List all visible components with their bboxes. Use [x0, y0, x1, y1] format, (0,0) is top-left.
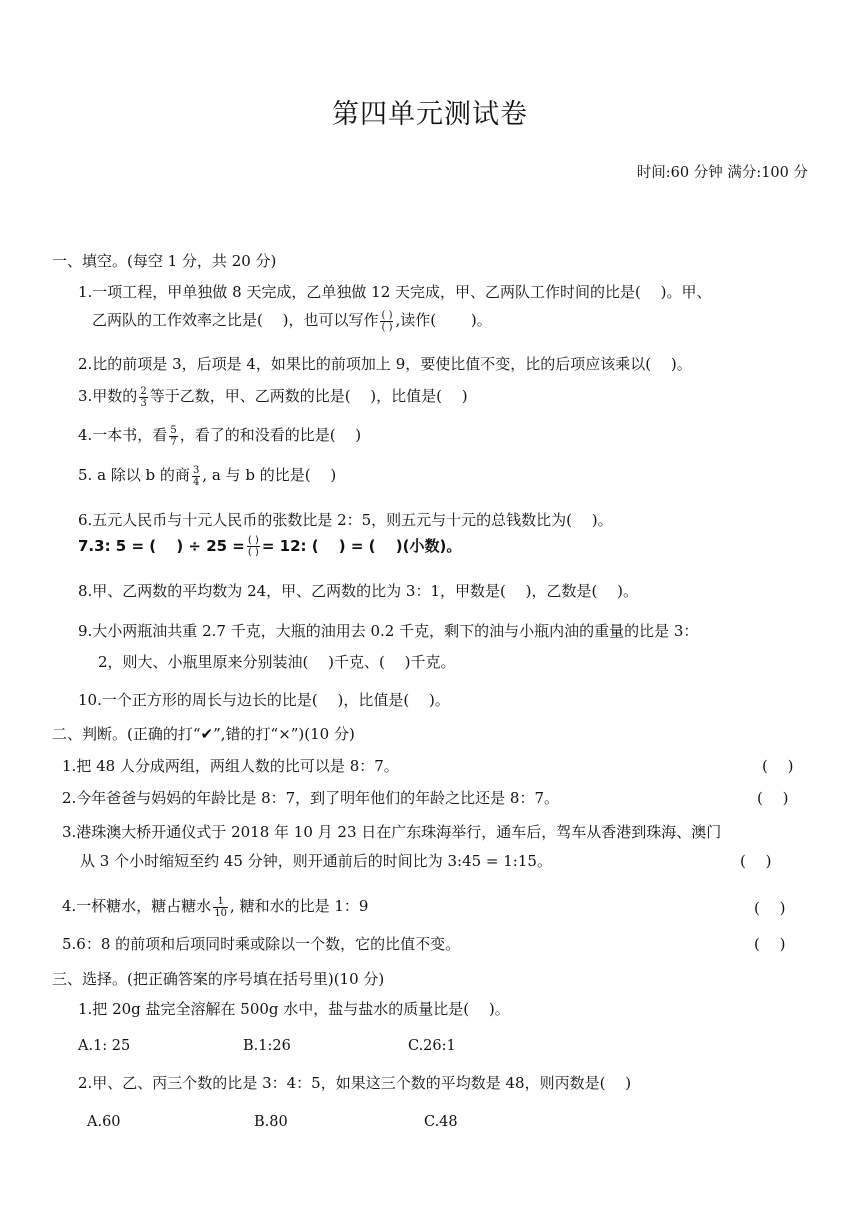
fill-q8: 8.甲、乙两数的平均数为 24，甲、乙两数的比为 3：1，甲数是( )，乙数是( )。 — [78, 582, 638, 600]
choice-q2-option-b: B.80 — [254, 1114, 288, 1130]
fraction-denominator: 10 — [214, 907, 228, 919]
judge-q4-text-a: 4.一杯糖水，糖占糖水 — [62, 897, 212, 915]
judge-q5: 5.6：8 的前项和后项同时乘或除以一个数，它的比值不变。 — [62, 935, 461, 953]
choice-q1: 1.把 20g 盐完全溶解在 500g 水中，盐与盐水的质量比是( )。 — [78, 1000, 510, 1018]
fill-q5-text-b: , a 与 b 的比是( ) — [202, 466, 337, 484]
fraction-denominator: 7 — [170, 436, 177, 448]
fill-q7-text-b: = 12: ( ) = ( )(小数)。 — [261, 537, 462, 555]
choice-q2: 2.甲、乙、丙三个数的比是 3：4：5，如果这三个数的平均数是 48，则丙数是( ) — [78, 1074, 632, 1092]
fill-q5 — [78, 464, 336, 488]
section-fill-heading: 一、填空。(每空 1 分，共 20 分) — [52, 252, 277, 270]
fraction-numerator: 3 — [192, 464, 200, 476]
fill-q5-text-a: 5. a 除以 b 的商 — [78, 466, 190, 484]
fill-q1-line2 — [92, 309, 492, 333]
fill-q10: 10.一个正方形的周长与边长的比是( )，比值是( )。 — [78, 691, 450, 709]
fraction-numerator: 5 — [170, 424, 177, 436]
fill-q4 — [78, 424, 361, 448]
choice-q1-option-b: B.1:26 — [243, 1038, 291, 1054]
fraction-denominator: ( ) — [381, 321, 393, 333]
fill-q3-text-a: 3.甲数的 — [78, 387, 138, 405]
judge-q3-line1: 3.港珠澳大桥开通仪式于 2018 年 10 月 23 日在广东珠海举行，通车后，驾车从香港到珠海、澳门 — [62, 823, 722, 841]
fraction-numerator: ( ) — [381, 309, 393, 321]
page-title: 第四单元测试卷 — [332, 99, 528, 130]
judge-q2-answer: ( ) — [757, 789, 789, 807]
judge-q3-line2: 从 3 个小时缩短至约 45 分钟，则开通前后的时间比为 3:45 = 1:15。 — [80, 852, 552, 870]
judge-q4 — [62, 895, 368, 919]
fill-q1-text-b: ,读作( )。 — [395, 311, 492, 329]
fraction-denominator: 3 — [140, 397, 147, 409]
judge-q1: 1.把 48 人分成两组，两组人数的比可以是 8：7。 — [62, 757, 399, 775]
choice-q2-option-c: C.48 — [424, 1114, 458, 1130]
fill-q2: 2.比的前项是 3，后项是 4，如果比的前项加上 9，要使比值不变，比的后项应该乘以( )。 — [78, 355, 692, 373]
fill-q3-fraction — [139, 386, 147, 409]
fill-q1-line1: 1.一项工程，甲单独做 8 天完成，乙单独做 12 天完成，甲、乙两队工作时间的比是( )。甲、 — [78, 283, 712, 301]
fill-q7-text-a: 7.3: 5 = ( ) ÷ 25 = — [78, 537, 245, 555]
fill-q4-text-b: ，看了的和没看的比是( ) — [179, 426, 362, 444]
fill-q4-text-a: 4.一本书，看 — [78, 426, 168, 444]
choice-q2-option-a: A.60 — [87, 1114, 121, 1130]
fill-q1-fraction — [380, 310, 393, 333]
fill-q1-text-a: 乙两队的工作效率之比是( )，也可以写作 — [92, 311, 379, 329]
section-choice-heading: 三、选择。(把正确答案的序号填在括号里)(10 分) — [52, 970, 385, 988]
fill-q7 — [78, 535, 461, 558]
fraction-denominator: 4 — [192, 476, 200, 488]
judge-q4-fraction — [213, 896, 228, 919]
judge-q1-answer: ( ) — [762, 757, 794, 775]
choice-q1-option-a: A.1: 25 — [78, 1038, 131, 1054]
section-judge-heading: 二、判断。(正确的打“✔”,错的打“×”)(10 分) — [52, 725, 355, 743]
fill-q9-line2: 2，则大、小瓶里原来分别装油( )千克、( )千克。 — [98, 653, 456, 671]
judge-q4-text-b: , 糖和水的比是 1：9 — [230, 897, 369, 915]
exam-meta: 时间:60 分钟 满分:100 分 — [636, 165, 808, 181]
fill-q6: 6.五元人民币与十元人民币的张数比是 2：5，则五元与十元的总钱数比为( )。 — [78, 511, 613, 529]
fill-q3-text-b: 等于乙数，甲、乙两数的比是( )，比值是( ) — [149, 387, 468, 405]
fraction-denominator: ( ) — [247, 547, 259, 558]
judge-q4-answer: ( ) — [754, 899, 786, 917]
judge-q3-answer: ( ) — [740, 852, 772, 870]
fill-q4-fraction — [169, 425, 177, 448]
fill-q5-fraction — [192, 465, 200, 488]
fraction-numerator: 1 — [213, 896, 228, 908]
fill-q7-fraction — [247, 535, 260, 558]
fill-q3 — [78, 385, 468, 409]
fraction-numerator: 2 — [140, 385, 147, 397]
judge-q5-answer: ( ) — [754, 935, 786, 953]
fill-q9-line1: 9.大小两瓶油共重 2.7 千克，大瓶的油用去 0.2 千克，剩下的油与小瓶内油的重量的比是 3： — [78, 622, 699, 640]
fraction-numerator: ( ) — [247, 535, 259, 546]
judge-q2: 2.今年爸爸与妈妈的年龄比是 8：7，到了明年他们的年龄之比还是 8：7。 — [62, 789, 560, 807]
choice-q1-option-c: C.26:1 — [408, 1038, 456, 1054]
